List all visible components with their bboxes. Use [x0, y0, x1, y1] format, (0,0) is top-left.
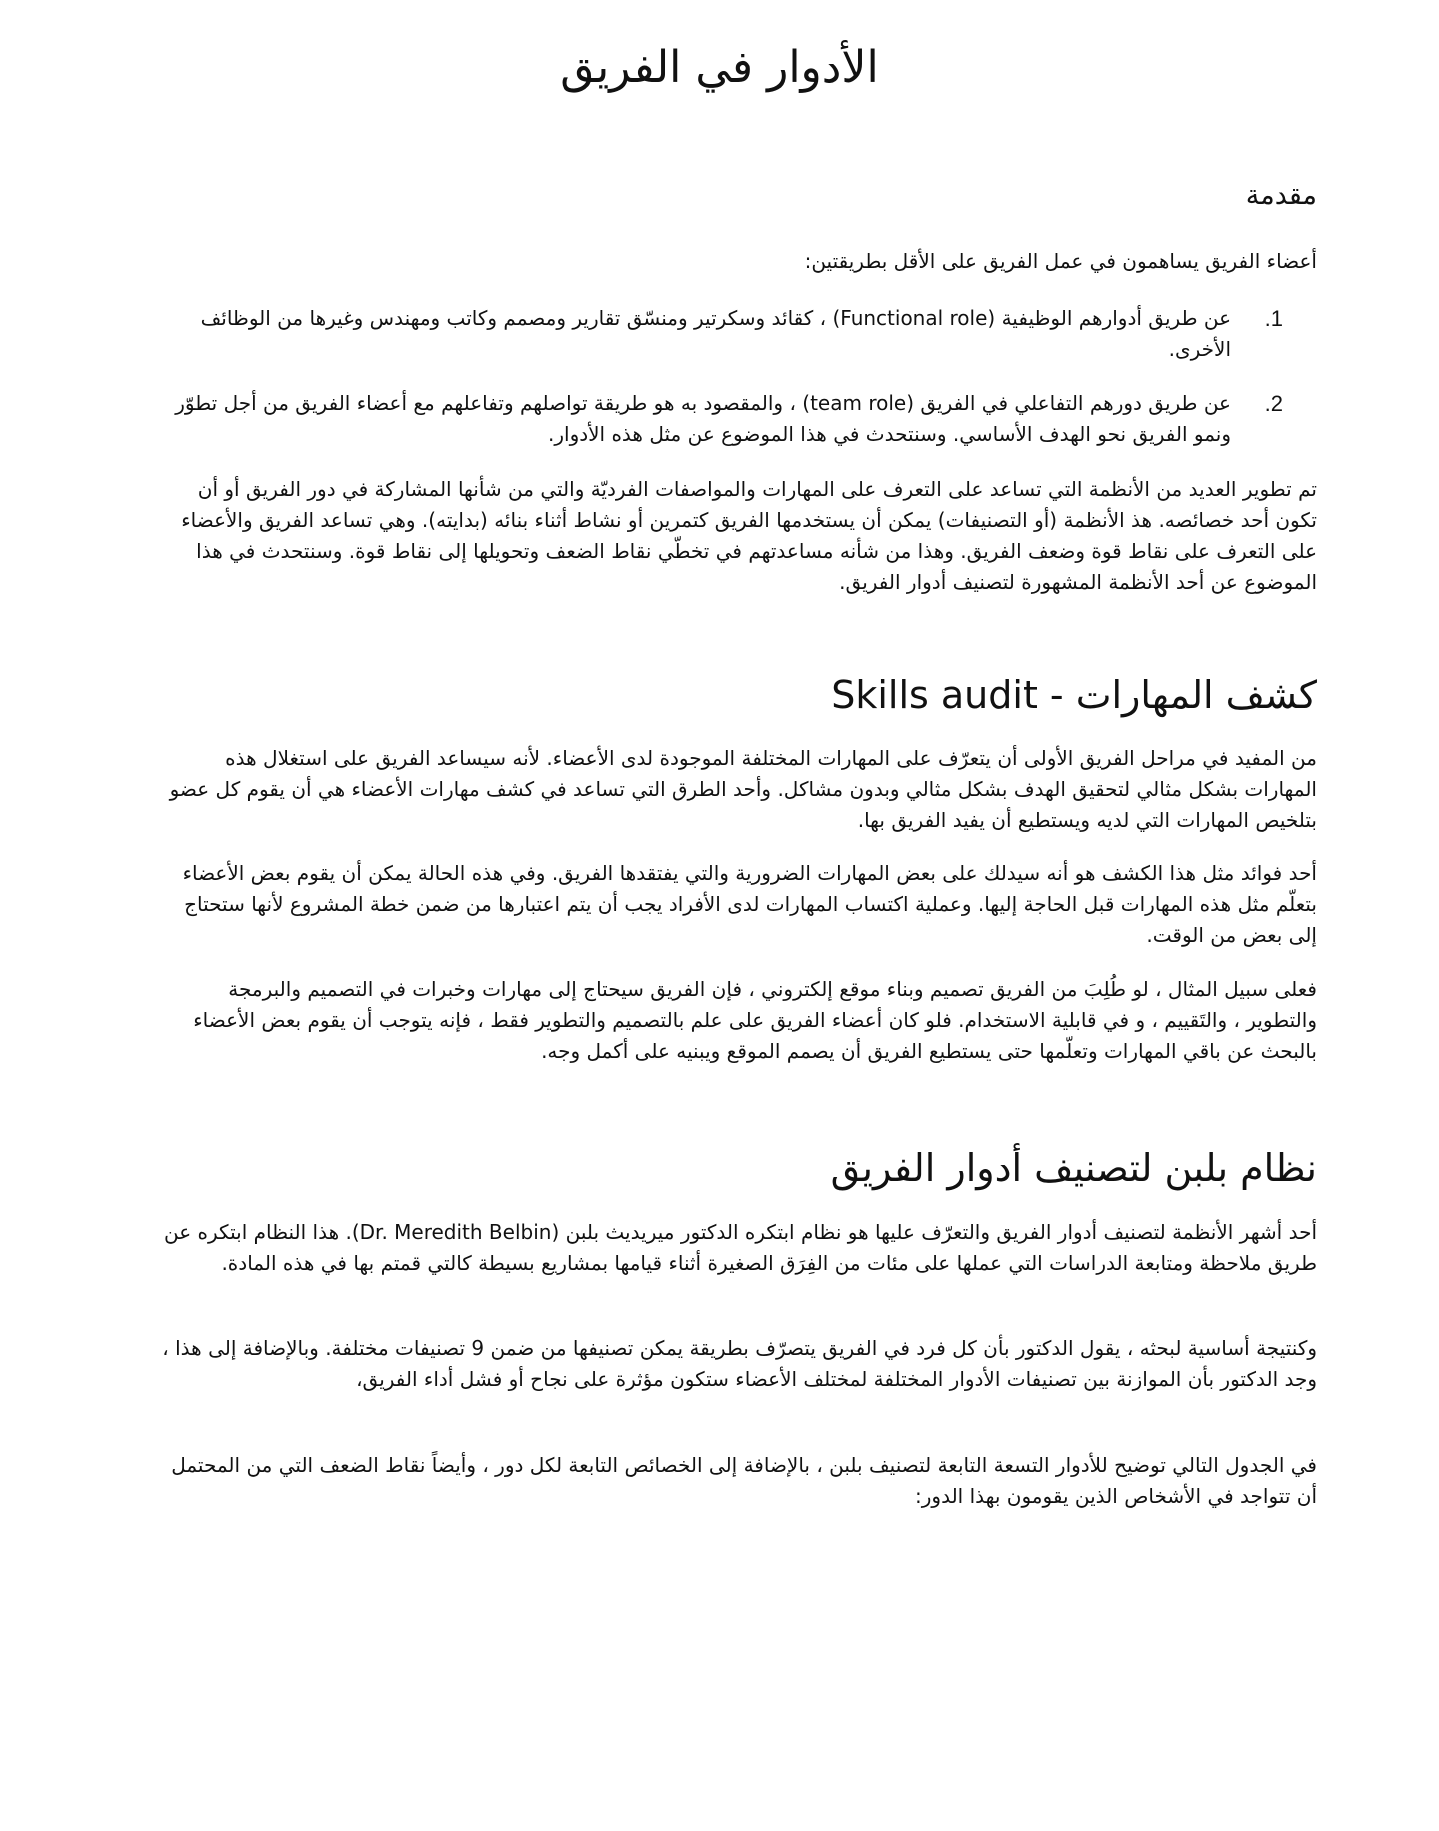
belbin-paragraph-1: أحد أشهر الأنظمة لتصنيف أدوار الفريق والتعرّف عليها هو نظام ابتكره الدكتور ميريديث بلبن (Dr. Meredith Belbin). هذا النظام ابتكره عن طريق ملاحظة ومتابعة الدراسات التي عملها على مئات من الفِرَق الصغيرة أثناء قيامها بمشاريع بسيطة كالتي قمتم بها في هذه المادة. — [164, 1220, 1317, 1275]
belbin-heading: نظام بلبن لتصنيف أدوار الفريق — [830, 1146, 1317, 1190]
list-item-number: 2. — [1264, 391, 1283, 416]
intro-systems-paragraph: تم تطوير العديد من الأنظمة التي تساعد على التعرف على المهارات والمواصفات الفرديّة والتي من شأنها المشاركة في دور الفريق أو أن تكون أحد خصائصه. هذ الأنظمة (أو التصنيفات) يمكن أن يستخدمها الفريق كتمرين أو نشاط أثناء بنائه (بدايته). وهي تساعد الفريق والأعضاء على التعرف على نقاط قوة وضعف الفريق. وهذا من شأنه مساعدتهم في تخطّي نقاط الضعف وتحويلها إلى نقاط قوة. وسنتحدث في هذا الموضوع عن أحد الأنظمة المشهورة لتصنيف أدوار الفريق. — [181, 477, 1317, 594]
skills-audit-paragraph-1: من المفيد في مراحل الفريق الأولى أن يتعرّف على المهارات المختلفة الموجودة لدى الأعضاء. لأنه سيساعد الفريق على استغلال هذه المهارات بشكل مثالي لتحقيق الهدف بشكل مثالي وبدون مشاكل. وأحد الطرق التي تساعد في كشف مهارات الأعضاء هي أن يقوم كل عضو بتلخيص المهارات التي لديه ويستطيع أن يفيد الفريق بها. — [169, 746, 1317, 832]
team-contribution-list — [157, 303, 1317, 365]
team-contribution-list-continued — [157, 388, 1317, 450]
intro-heading: مقدمة — [1245, 180, 1317, 211]
intro-lead-paragraph: أعضاء الفريق يساهمون في عمل الفريق على الأقل بطريقتين: — [804, 249, 1317, 273]
belbin-paragraph-2: وكنتيجة أساسية لبحثه ، يقول الدكتور بأن كل فرد في الفريق يتصرّف بطريقة يمكن تصنيفها من ضمن 9 تصنيفات مختلفة. وبالإضافة إلى هذا ، وجد الدكتور بأن الموازنة بين تصنيفات الأدوار المختلفة لمختلف الأعضاء ستكون مؤثرة على نجاح أو فشل أداء الفريق، — [162, 1336, 1317, 1391]
list-item — [157, 388, 1317, 450]
belbin-paragraph-3: في الجدول التالي توضيح للأدوار التسعة التابعة لتصنيف بلبن ، بالإضافة إلى الخصائص التابعة لكل دور ، وأيضاً نقاط الضعف التي من المحتمل أن تتواجد في الأشخاص الذين يقومون بهذا الدور: — [171, 1453, 1317, 1508]
skills-audit-paragraph-3: فعلى سبيل المثال ، لو طُلِبَ من الفريق تصميم وبناء موقع إلكتروني ، فإن الفريق سيحتاج إلى مهارات وخبرات في التصميم والبرمجة والتطوير ، والتَقييم ، و في قابلية الاستخدام. فلو كان أعضاء الفريق على علم بالتصميم والتطوير فقط ، فإنه يتوجب أن يقوم بعض الأعضاء بالبحث عن باقي المهارات وتعلّمها حتى يستطيع الفريق أن يصمم الموقع ويبنيه على أكمل وجه. — [193, 977, 1317, 1063]
skills-audit-paragraph-2: أحد فوائد مثل هذا الكشف هو أنه سيدلك على بعض المهارات الضرورية والتي يفتقدها الفريق. وفي هذه الحالة يمكن أن يقوم بعض الأعضاء بتعلّم مثل هذه المهارات قبل الحاجة إليها. وعملية اكتساب المهارات لدى الأفراد يجب أن يتم اعتبارها من ضمن خطة المشروع لأنها ستحتاج إلى بعض من الوقت. — [182, 861, 1317, 947]
skills-audit-heading: كشف المهارات - Skills audit — [831, 673, 1317, 717]
list-item-number: 1. — [1264, 306, 1283, 331]
page-title: الأدوار في الفريق — [560, 42, 879, 93]
list-item-text: عن طريق دورهم التفاعلي في الفريق (team role) ، والمقصود به هو طريقة تواصلهم وتفاعلهم مع أعضاء الفريق من أجل تطوّر ونمو الفريق نحو الهدف الأساسي. وسنتحدث في هذا الموضوع عن مثل هذه الأدوار. — [175, 391, 1231, 446]
list-item — [157, 303, 1317, 365]
list-item-text: عن طريق أدوارهم الوظيفية (Functional role) ، كقائد وسكرتير ومنسّق تقارير ومصمم وكاتب ومهندس وغيرها من الوظائف الأخرى. — [200, 306, 1231, 361]
